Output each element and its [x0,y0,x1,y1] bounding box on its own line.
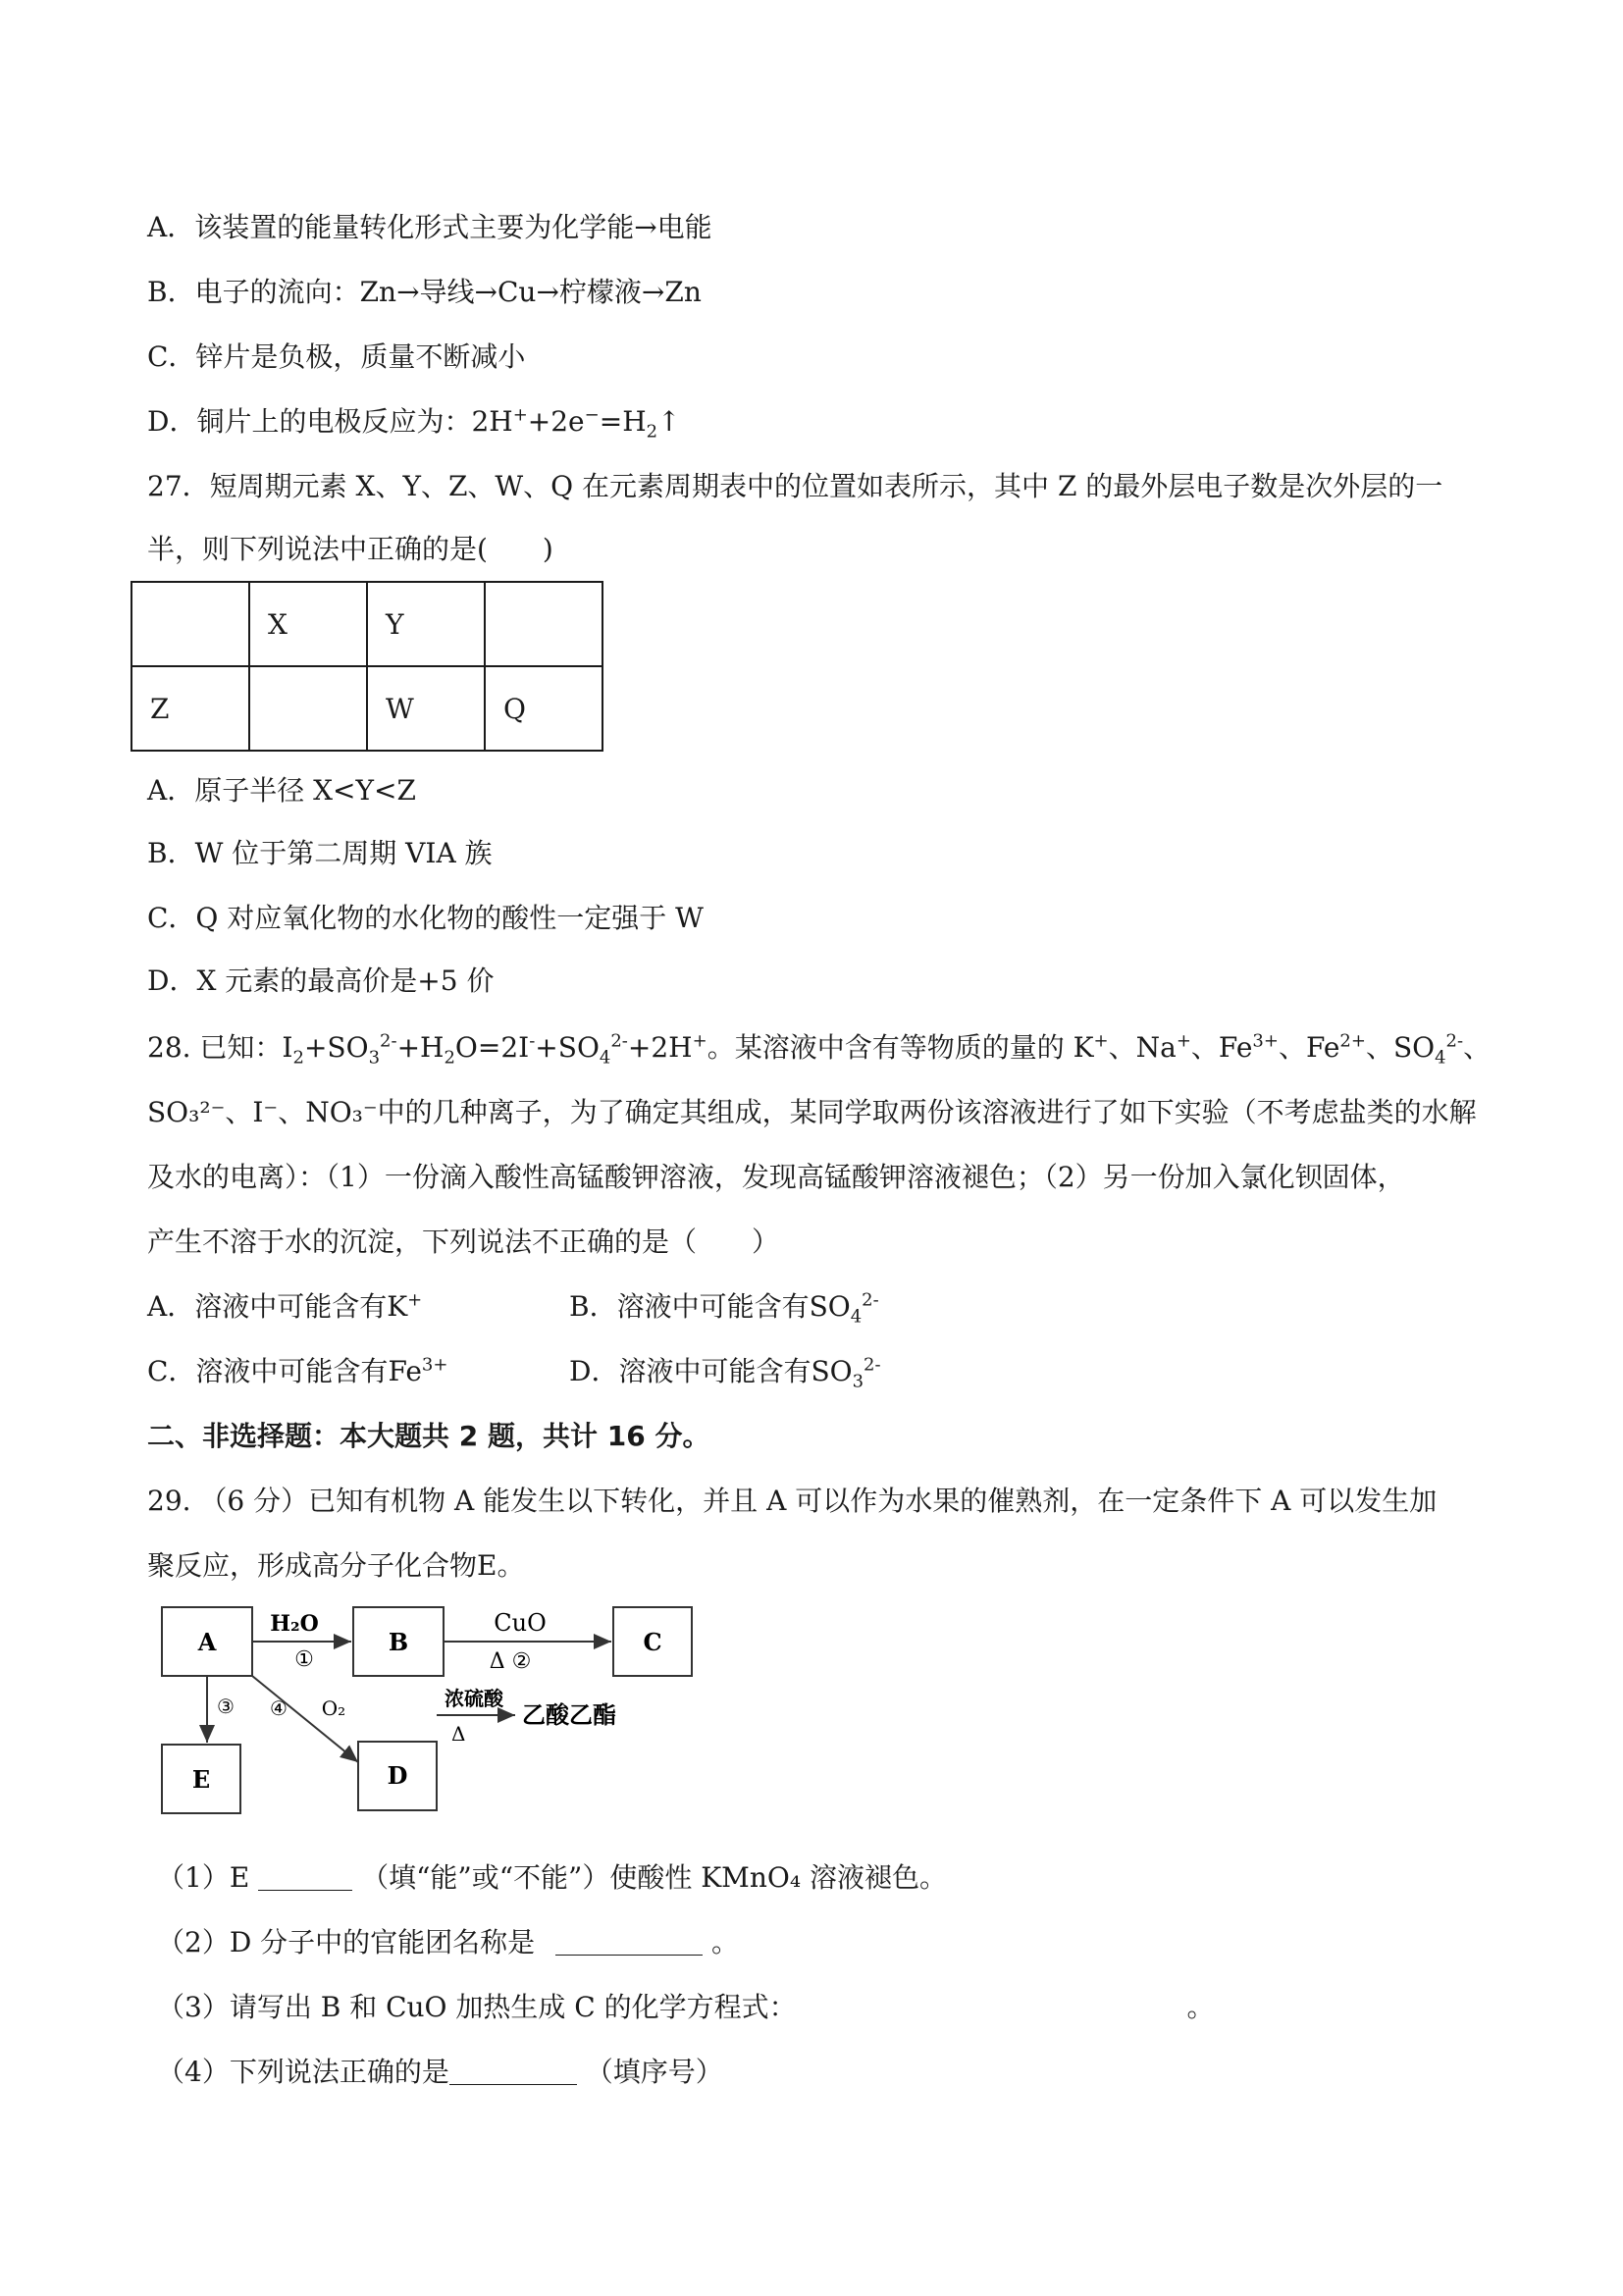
node-c-box [613,1607,692,1676]
label-product: 乙酸乙酯 [522,1700,616,1729]
node-b-box [353,1607,444,1676]
q27-option-d: D．X 元素的最高价是+5 价 [147,965,495,997]
table-cell [485,582,602,666]
q29-sub2 [157,1925,739,1960]
q26-d-arrow: ↑ [657,405,681,438]
q27-option-b: B．W 位于第二周期 VIA 族 [147,837,493,869]
q27-option-a: A．原子半径 X<Y<Z [147,774,416,807]
q28-option-d: D．溶液中可能含有$SO_3^{2-}$ [569,1354,881,1392]
q26-option-b: B．电子的流向：Zn→导线→Cu→柠檬液→Zn [147,276,702,308]
q28-option-c: C．溶液中可能含有$Fe^{3+}$ [147,1354,448,1387]
label-delta-step2: Δ ② [489,1649,532,1674]
q29-stem-line2: 聚反应，形成高分子化合物E。 [147,1549,525,1582]
table-cell [249,666,367,751]
q28-option-d-text: D．溶液中可能含有 [569,1355,812,1387]
label-h2o: H₂O [270,1611,319,1637]
q29-sub4-prefix: （4）下列说法正确的是 [157,2056,449,2088]
table-cell: Z [131,666,249,751]
q29-sub3 [157,1990,1214,2025]
answer-blank-4[interactable] [449,2059,577,2085]
q28-option-b: B．溶液中可能含有$SO_4^{2-}$ [569,1289,879,1328]
periodic-table-fragment [131,581,603,752]
answer-blank-2[interactable] [555,1929,703,1956]
q28-stem-line2: SO₃²⁻、I⁻、NO₃⁻中的几种离子，为了确定其组成，某同学取两份该溶液进行了如下实验（不考虑盐类的水解 [147,1096,1477,1128]
q29-sub1-prefix: （1）E [157,1861,250,1894]
q29-sub1 [157,1860,947,1896]
q26-d-sup1: + [512,404,528,426]
q27-stem-line1: 27．短周期元素 X、Y、Z、W、Q 在元素周期表中的位置如表所示，其中 Z 的最外层电子数是次外层的一 [147,470,1443,502]
node-a-label: A [197,1628,217,1656]
q29-sub3-suffix: 。 [1186,1991,1215,2023]
q29-sub4-suffix: （填序号） [585,2056,723,2088]
node-e-box [162,1745,240,1813]
q27-stem-line2: 半，则下列说法中正确的是( ) [147,533,553,565]
node-a-box [162,1607,252,1676]
label-step3: ③ [217,1695,235,1718]
q28-option-c-text: C．溶液中可能含有 [147,1355,389,1387]
q26-d-text: D．铜片上的电极反应为：2H [147,405,513,438]
label-o2: O₂ [321,1696,346,1720]
q26-d-eq: =H [599,405,647,438]
q29-stem-line1: 29. （6 分）已知有机物 A 能发生以下转化，并且 A 可以作为水果的催熟剂，在一定条件下 A 可以发生加 [147,1485,1438,1517]
q29-sub3-prefix: （3）请写出 B 和 CuO 加热生成 C 的化学方程式： [157,1991,797,2023]
q28-option-a-text: A．溶液中可能含有 [147,1290,388,1323]
q28-stem-line1: 28. 已知：$I_2+SO_3^{2-}+H_2O=2I^-+SO_4^{2-}+2H^+$。某溶液中含有等物质的量的 K+、Na+、$Fe^{3+}$、$Fe^{2+}$、$SO_4^{2-}$、 [147,1030,1492,1069]
table-cell [131,582,249,666]
label-cuo: CuO [494,1609,547,1637]
q26-option-d [147,404,681,443]
q26-d-sub: 2 [646,421,658,443]
q29-sub1-suffix: （填“能”或“不能”）使酸性 KMnO₄ 溶液褪色。 [361,1861,947,1894]
table-cell: W [367,666,485,751]
q26-d-sup2: − [584,404,600,426]
q29-sub2-suffix: 。 [710,1926,739,1958]
q28-option-a: A．溶液中可能含有K+ [147,1289,423,1323]
q28-stem-line3: 及水的电离）：（1）一份滴入酸性高锰酸钾溶液，发现高锰酸钾溶液褪色；（2）另一份加入氯化钡固体， [147,1161,1405,1193]
q28-option-b-text: B．溶液中可能含有 [569,1290,810,1323]
node-c-label: C [643,1628,662,1656]
table-cell: Q [485,666,602,751]
label-conc-acid: 浓硫酸 [445,1687,503,1710]
reaction-diagram [157,1597,707,1823]
label-step1: ① [294,1647,314,1672]
node-e-label: E [191,1765,211,1794]
label-step4: ④ [270,1696,288,1720]
node-b-label: B [388,1628,409,1656]
q29-sub2-prefix: （2）D 分子中的官能团名称是 [157,1926,536,1958]
q26-option-a: A．该装置的能量转化形式主要为化学能→电能 [147,211,712,243]
table-cell: X [249,582,367,666]
q28-stem-line4: 产生不溶于水的沉淀，下列说法不正确的是（ ） [147,1226,780,1258]
answer-blank-1[interactable] [258,1864,352,1891]
node-d-box [358,1742,437,1810]
q27-option-c: C．Q 对应氧化物的水化物的酸性一定强于 W [147,902,704,934]
label-delta: Δ [451,1722,466,1746]
table-row [131,582,602,666]
q26-option-c: C．锌片是负极，质量不断减小 [147,340,526,373]
table-row [131,666,602,751]
node-d-label: D [387,1761,408,1790]
q26-d-mid: +2e [527,405,585,438]
table-cell: Y [367,582,485,666]
section-heading: 二、非选择题：本大题共 2 题，共计 16 分。 [147,1420,710,1452]
q29-sub4 [157,2055,723,2090]
